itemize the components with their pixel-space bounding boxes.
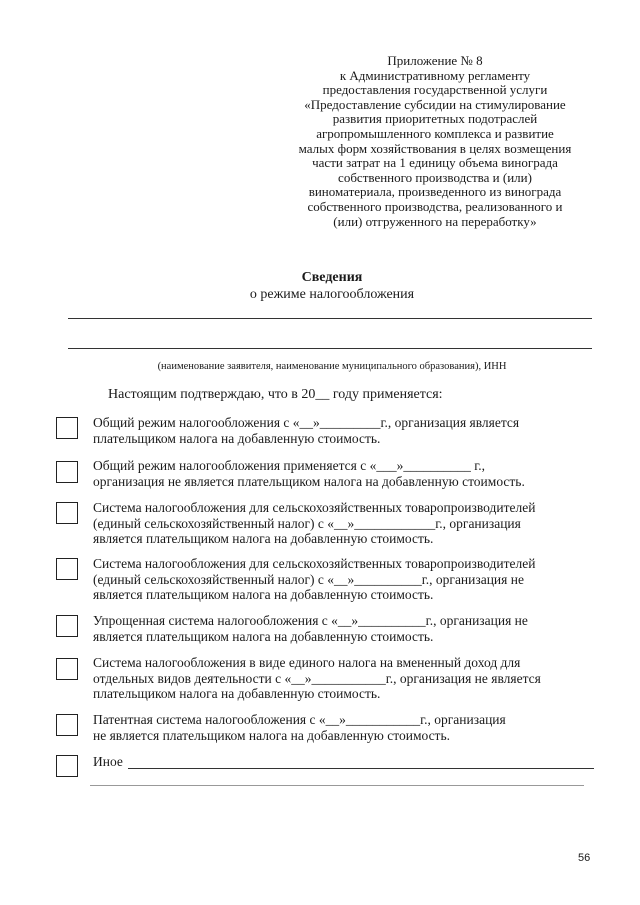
option-checkbox-other[interactable] (56, 755, 78, 777)
option-text-general-no-vat (93, 458, 603, 489)
option-checkbox-esn-vat[interactable] (56, 502, 78, 524)
option-line: организация не является плательщиком налога на добавленную стоимость. (93, 473, 525, 489)
option-text-patent (93, 712, 603, 743)
appendix-line: собственного производства и (или) (338, 169, 532, 185)
option-checkbox-patent[interactable] (56, 714, 78, 736)
other-input-line-2[interactable] (90, 785, 584, 786)
other-input-line[interactable] (128, 768, 594, 769)
option-line: является плательщиком налога на добавленную стоимость. (93, 628, 434, 644)
option-line: не является плательщиком налога на добавленную стоимость. (93, 727, 450, 743)
option-line: Система налогообложения для сельскохозяйственных товаропроизводителей (93, 556, 536, 571)
option-text-general-vat (93, 415, 603, 446)
option-line: Система налогообложения для сельскохозяйственных товаропроизводителей (93, 500, 536, 515)
appendix-line: предоставления государственной услуги (322, 82, 548, 98)
option-line: плательщиком налога на добавленную стоимость. (93, 430, 381, 446)
option-line: Патентная система налогообложения с «__»___________г., организация (93, 712, 506, 727)
document-title: Сведения (301, 270, 363, 285)
applicant-line-1[interactable] (68, 318, 592, 319)
appendix-line: малых форм хозяйствования в целях возмещения (298, 140, 572, 156)
document-subtitle: о режиме налогообложения (249, 287, 415, 302)
appendix-line: виноматериала, произведенного из винограда (308, 184, 562, 200)
option-line: Система налогообложения в виде единого налога на вмененный доход для (93, 655, 521, 670)
option-line: (единый сельскохозяйственный налог) с «__»____________г., организация (93, 515, 521, 531)
appendix-line: агропромышленного комплекса и развитие (316, 125, 554, 141)
option-checkbox-esn-no-vat[interactable] (56, 558, 78, 580)
appendix-line: (или) отгруженного на переработку» (333, 213, 537, 229)
appendix-line: «Предоставление субсидии на стимулирование (304, 96, 566, 112)
option-line: (единый сельскохозяйственный налог) с «__»__________г., организация не (93, 571, 524, 587)
option-text-esn-vat (93, 500, 603, 547)
option-text-envd (93, 655, 603, 702)
option-checkbox-usn[interactable] (56, 615, 78, 637)
option-checkbox-envd[interactable] (56, 658, 78, 680)
applicant-caption: (наименование заявителя, наименование муниципального образования), ИНН (157, 361, 507, 372)
appendix-line: Приложение № 8 (387, 53, 483, 68)
option-line: является плательщиком налога на добавленную стоимость. (93, 587, 434, 603)
intro-text: Настоящим подтверждаю, что в 20__ году применяется: (108, 387, 443, 402)
page-number: 56 (578, 852, 591, 864)
option-line: Общий режим налогообложения применяется с «___»__________ г., (93, 458, 485, 473)
option-line: Иное (93, 754, 123, 769)
option-text-other (93, 754, 133, 770)
appendix-header (270, 54, 600, 229)
option-checkbox-general-vat[interactable] (56, 417, 78, 439)
applicant-line-2[interactable] (68, 348, 592, 349)
appendix-line: к Административному регламенту (339, 67, 531, 83)
option-checkbox-general-no-vat[interactable] (56, 461, 78, 483)
option-line: является плательщиком налога на добавленную стоимость. (93, 531, 434, 547)
option-line: плательщиком налога на добавленную стоимость. (93, 686, 381, 702)
appendix-line: части затрат на 1 единицу объема винограда (312, 155, 558, 171)
option-line: Упрощенная система налогообложения с «__»__________г., организация не (93, 613, 528, 628)
appendix-line: развития приоритетных подотраслей (332, 111, 538, 127)
appendix-line: собственного производства, реализованного и (307, 198, 563, 214)
option-text-esn-no-vat (93, 556, 603, 603)
option-line: Общий режим налогообложения с «__»_________г., организация является (93, 415, 520, 430)
option-line: отдельных видов деятельности с «__»___________г., организация не является (93, 670, 541, 686)
option-text-usn (93, 613, 603, 644)
